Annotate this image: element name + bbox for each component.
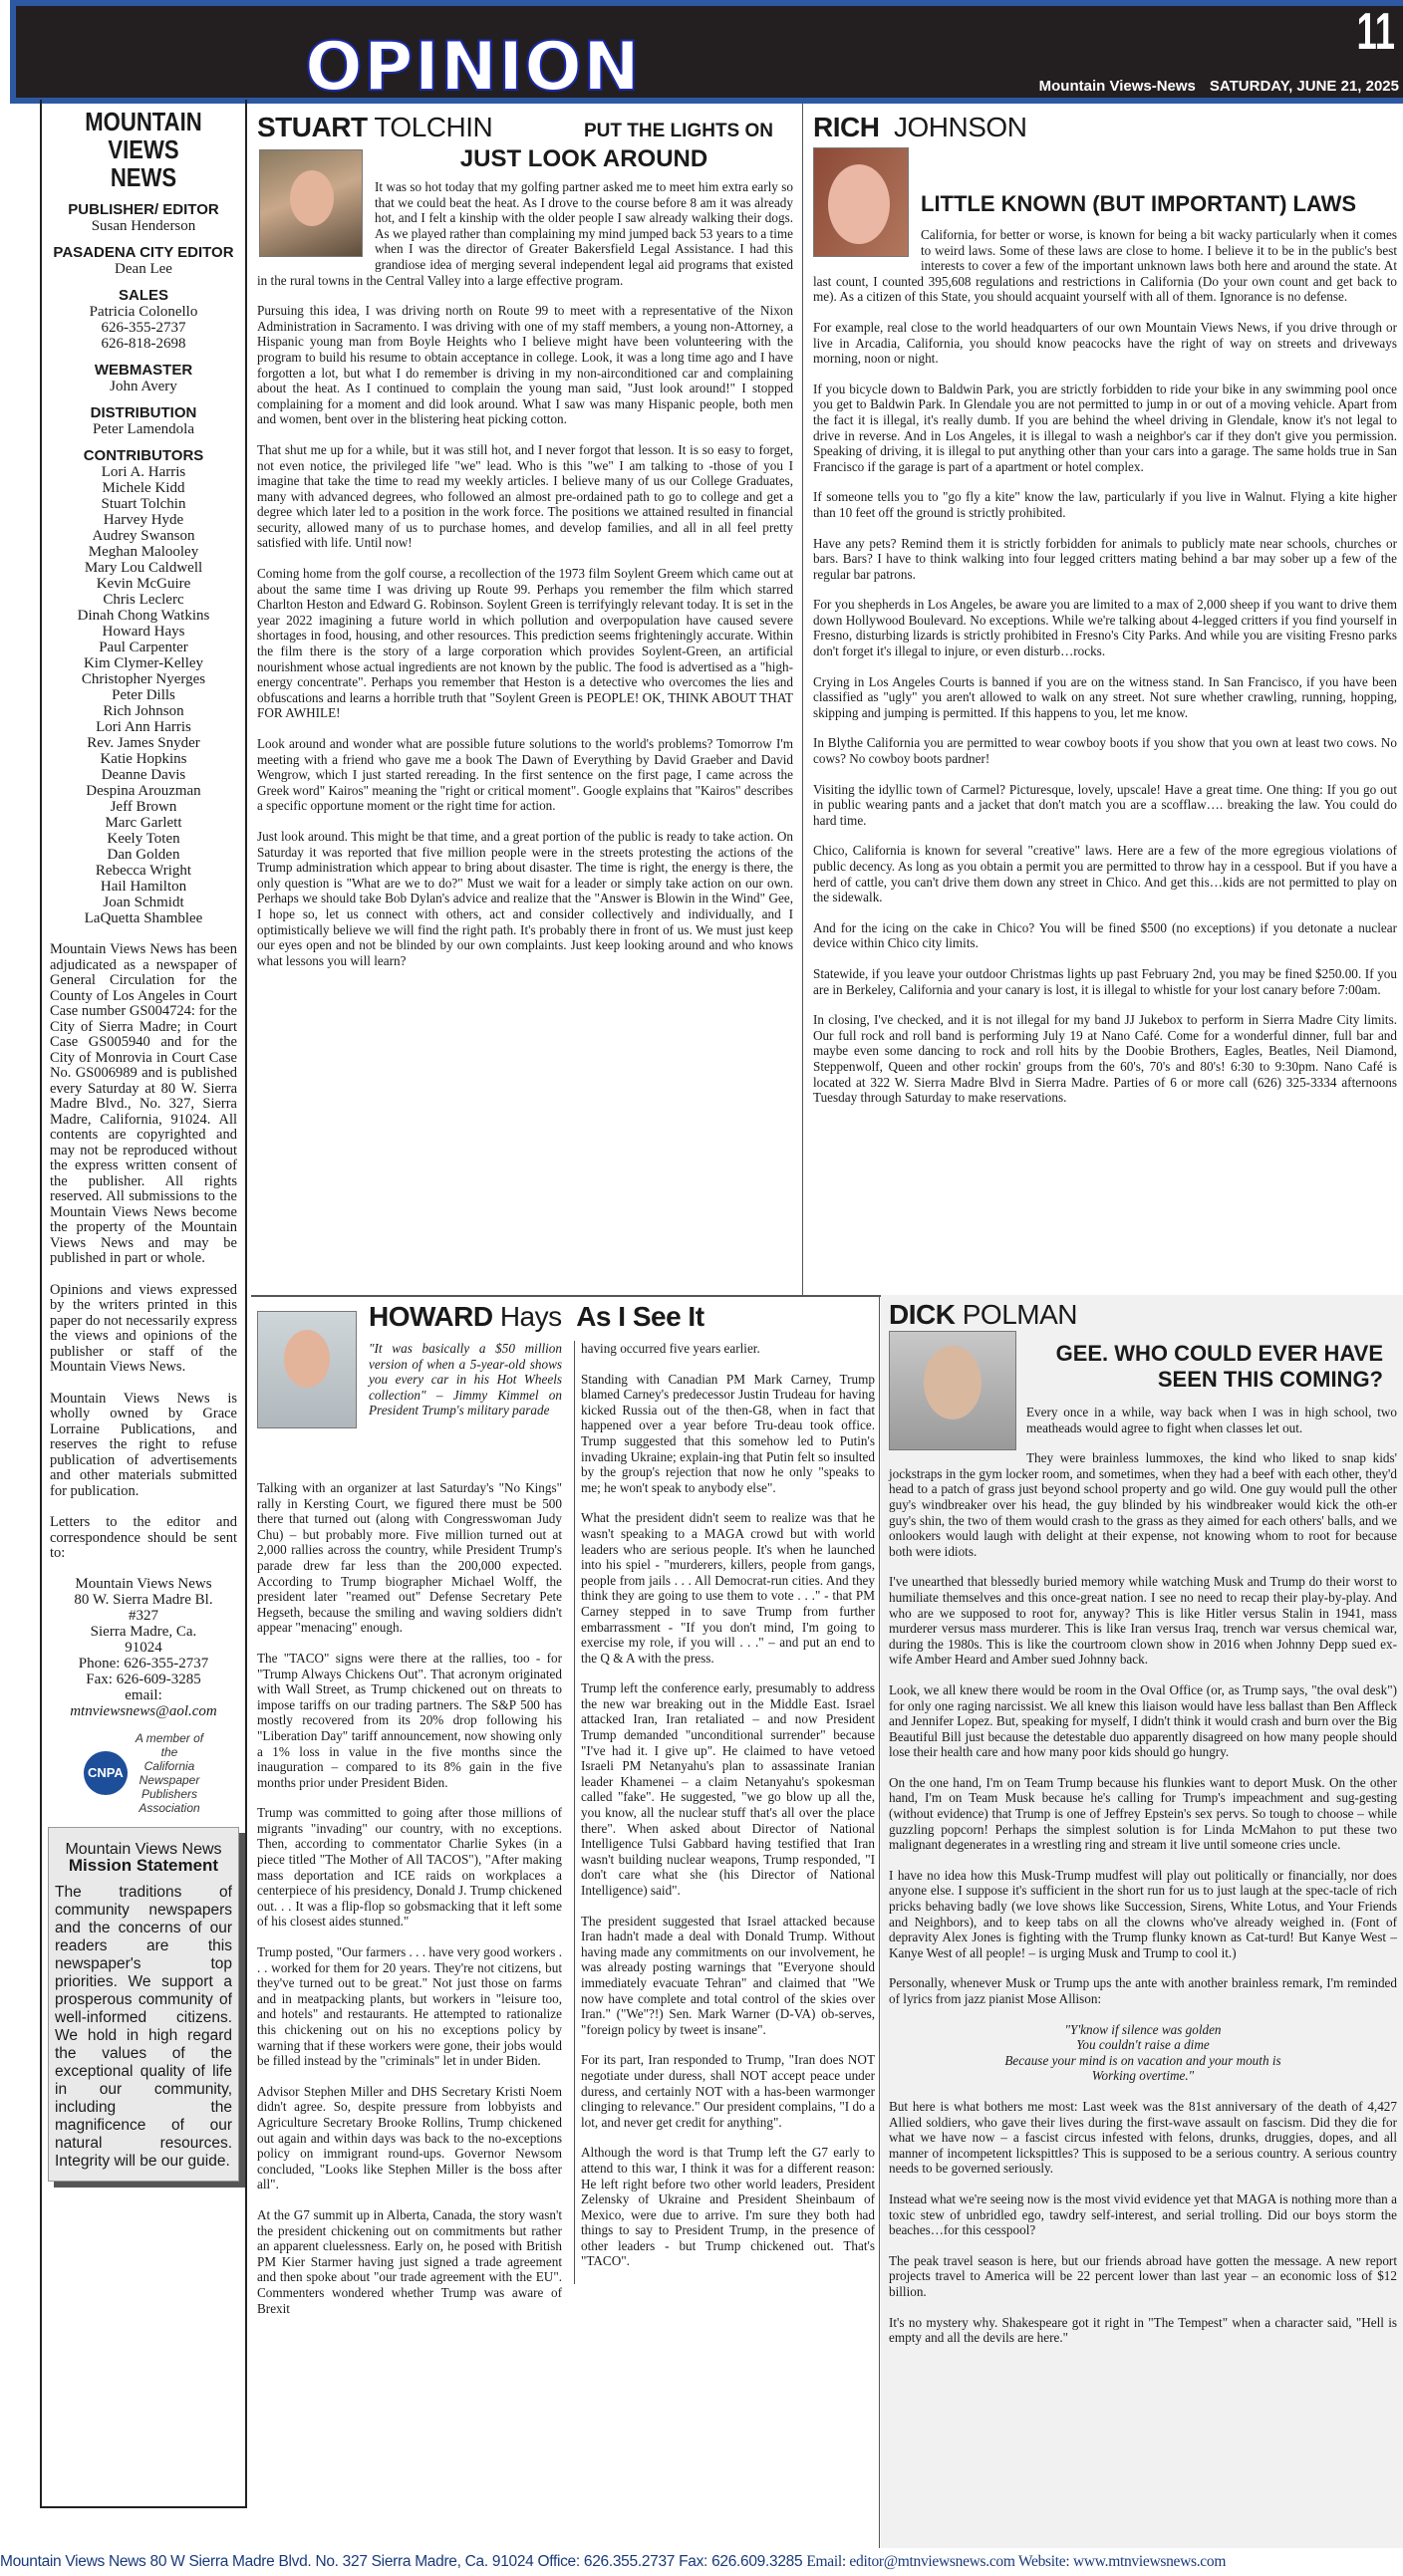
paragraph: Look, we all knew there would be room in the Oval Office (or, as Trump says, "the oval desk") for only one raging narcissist. We all knew this liaison would have less ballast than Ben Affleck and Jennifer Lopez. But, speaking for myself, I didn't think it would crash and burn over the Big Beautiful Bill just because the detestable duo apparently disagreed on how many people should lose their health care and how many poor kids should go hungry. [889,1681,1397,1760]
staff-name: Meghan Malooley [88,544,199,560]
paragraph: California, for better or worse, is known for being a bit wacky particularly when it comes to weird laws. Some of these laws are close to home. I believe it to be in the public's best interests to cover a few of the important unknown laws both here and around the state. At last count, I counted 395,608 regulations and restrictions in California (Do your own count and get back to me). As a citizen of this State, you should acquaint yourself with all of them. Ignorance is no defense. [813,227,1397,305]
legal-paragraph: Mountain Views News is wholly owned by Grace Lorraine Publications, and reserves the right to refuse publication of advertisements and other materials submitted for publication. [50,1390,237,1499]
paragraph: At the G7 summit up in Alberta, Canada, the story wasn't the president chickening out on commitments but rather an apparent cluelessness. Early on, he posed with British PM Kier Starmer having just signed a trade agreement and then spoke about "our trade agreement with the EU". Commenters wondered whether Trump was aware of Brexit [257,2206,562,2316]
staff-name: Susan Henderson [91,218,196,234]
staff-name: John Avery [110,379,177,394]
lyrics-quote [889,2022,1397,2084]
article-tolchin [257,112,793,983]
paragraph: But here is what bothers me most: Last week was the 81st anniversary of the death of 4,427 Allied soldiers, who gave their lives during the first-wave assault on fascism. Did they die for what we have now – a fascist circus infested with felons, drunks, druggies, dopes, and all manner of incompetent lickspittles? This is supposed to be a serious country. A serious country needs to be governed seriously. [889,2098,1397,2177]
author-photo [259,149,363,257]
dateline [1025,78,1399,95]
paragraph: I've unearthed that blessedly buried memory while watching Musk and Trump do their worst to humiliate themselves and this once-great nation. I see no need to recap their play-by-play. And who are we supposed to root for, anyway? This is like Hitler versus Stalin in 1941, mass murderer versus mass murderer. This is like Iran versus Iraq, trench war versus chemical war, during the 1980s. This is like the courtroom clown show in 2016 when Johnny Depp sued ex-wife Amber Heard and Amber sued Johnny back. [889,1574,1397,1668]
paragraph: For you shepherds in Los Angeles, be aware you are limited to a max of 2,000 sheep if you want to drive them down Hollywood Boulevard. No exceptions. While we're talking about 4-legged critters if you find yourself in Fresno, disturbing lizards is strictly prohibited in Fresno's City Parks. And while you are visiting Fresno parks don't forget it's illegal to injure, or even disturb…rocks. [813,597,1397,659]
mission-title: Mountain Views News [65,1840,222,1858]
masthead-line: VIEWS [108,134,179,164]
staff-name: Lori Ann Harris [96,719,191,735]
sidebar-masthead [40,100,247,2508]
staff-name: Deanne Davis [101,767,186,783]
staff-role: PUBLISHER/ EDITOR [68,201,219,218]
paragraph: having occurred five years earlier. [581,1341,760,1356]
staff-name: Hail Hamilton [100,879,187,895]
section-title: OPINION [305,28,641,107]
paragraph: The president suggested that Israel attacked because Iran hadn't made a deal with Donald Trump. Without having made any commitments on our involvement, he was already posting warnings that "Everyone should immediately evacuate Tehran" and claimed that "We now have complete and total control of the skies over Iran." ("We"?!) Sen. Mark Warner (D-VA) ob-serves, "foreign policy by tweet is insane". [581,1913,875,2037]
quote-line: You couldn't raise a dime [1076,2037,1210,2053]
association-line: A member of [135,1730,204,1745]
address-line: Phone: 626-355-2737 [78,1655,209,1672]
paragraph: The "TACO" signs were there at the rallies, too - for "Trump Always Chickens Out". That acronym originated with Wall Street, as Trump chickened out on threats to impose tariffs on our trading partners. The S&P 500 has mostly recovered from its 20% drop following his "Liberation Day" tariff announcement, now showing only a 1% loss in value in the five months since the inauguration – compared to its 8% gain in the five months prior under President Biden. [257,1650,562,1790]
headline: GEE. WHO COULD EVER HAVE SEEN THIS COMING? [1055,1341,1383,1392]
paragraph: On the one hand, I'm on Team Trump because his flunkies want to deport Musk. On the other hand, I'm on Team Musk because he's calling for Trump's impeachment and sug-gesting (without evidence) that Trump is one of Jeffrey Epstein's sex pervs. So tough to choose – while guzzling popcorn! Perhaps the simplest solution is for Linda McMahon to put these two malignant degenerates in a wrestling ring and stream it live until someone cries uncle. [889,1774,1397,1853]
article-hays [257,1301,875,2546]
staff-name: Mary Lou Caldwell [84,560,203,576]
legal-notice [42,942,245,1562]
staff-name: Christopher Nyerges [81,671,206,687]
staff-name: Dinah Chong Watkins [77,608,210,624]
association-line: California [143,1758,195,1773]
staff-name: Rich Johnson [103,703,184,719]
paragraph: And for the icing on the cake in Chico? You will be fined $500 (no exceptions) if you detonate a nuclear device within Chico city limits. [813,919,1397,951]
association-badge [42,1731,245,1815]
staff-name: Howard Hays [102,624,185,640]
quote-line: Because your mind is on vacation and your mouth is [1004,2052,1281,2068]
staff-name: Stuart Tolchin [101,496,186,512]
address-line: mtnviewsnews@aol.com [70,1702,217,1719]
association-line: Association [139,1800,200,1815]
address-line: Fax: 626-609-3285 [86,1671,201,1687]
masthead-line: NEWS [110,162,177,192]
mission-statement [48,1827,239,2182]
address-line: 91024 [125,1639,162,1656]
paragraph: What the president didn't seem to realize was that he wasn't speaking to a MAGA crowd but with world leaders who are serious people. It's when he launched into his spiel - "murderers, killers, people from gangs, people from jails . . . All Democrat-run cities. And they think they are going to use them to vote . . ." - that PM Carney stepped in to save Trump from further embarrassment - "If you don't mind, I'm going to exercise my role, if you will . . ." – and put an end to the Q & A with the press. [581,1510,875,1666]
quote-line: Working overtime." [1091,2068,1195,2084]
author-photo [257,1311,357,1428]
address-line: Mountain Views News [75,1575,212,1592]
staff-name: Keely Toten [107,831,180,847]
paragraph: They were brainless lummoxes, the kind who liked to snap kids' jockstraps in the gym locker room, and sometimes, when they had a beef with each other, they'd head to a patch of grass just beyond school property and go wild. One guy would pull the other guy's windbreaker over his head, the guy blinded by his windbreaker would kick the oth-er guy's shin, the two of them would crash to the grass as they aimed for each others' balls, and we onlookers would laugh with delight at their expense, not knowing whom to root for because both were idiots. [889,1450,1397,1559]
byline: DICK POLMAN [889,1299,1077,1330]
paragraph: It was so hot today that my golfing partner asked me to meet him extra early so that we could beat the heat. As I drove to the course before 8 am it was already hot, and I felt a kinship with the older people I saw already walking their dogs. As we played rather than complaining my mind jumped back 53 years to a time when I was the director of Greater Bakersfield Legal Assistance. I had this grandiose idea of merging several independent legal aid programs that existed in the rural towns in the Central Valley into a large effective program. [257,179,793,288]
masthead [57,108,229,191]
staff-list [42,201,245,926]
byline: HOWARD Hays As I See It [369,1301,704,1332]
staff-name: Dan Golden [107,847,180,863]
footer-address: Mountain Views News 80 W Sierra Madre Blvd. No. 327 Sierra Madre, Ca. 91024 Office: 626.355.2737 Fax: 626.609.3285 [0,2553,803,2570]
staff-name: Katie Hopkins [100,751,187,767]
staff-role: DISTRIBUTION [90,404,197,421]
staff-name: Kevin McGuire [96,576,191,592]
staff-name: 626-355-2737 [101,320,186,336]
paragraph: Trump was committed to going after those millions of migrants "invading" our country, with no exceptions. Then, according to commentator Charlie Sykes (in a piece titled "The Mother of All TACOS"), "After making mass deportation and ICE raids on workplaces a centerpiece of his presidency, Donald J. Trump chickened out. . . It was a flip-flop so gobsmacking that it left some of his closest aides stunned." [257,1805,562,1930]
staff-name: Joan Schmidt [103,895,184,910]
address-line: Sierra Madre, Ca. [90,1623,197,1640]
paragraph: In closing, I've checked, and it is not illegal for my band JJ Jukebox to perform in Sierra Madre City limits. Our full rock and roll band is performing July 19 at Nano Café. Come for a wonderful dinner, full bar and maybe even some dancing to rock and roll hits by the Doobie Brothers, Eagles, Beatles, Neil Diamond, Steppenwolf, Queen and other rockin' groups from the 60's, 70's and 80's! 6:30 to 9:30pm. Nano Café is located at 322 W. Sierra Madre Blvd in Sierra Madre. Parties of 6 or more call (626) 325-3334 afternoons Tuesday through Saturday to make reservations. [813,1012,1397,1106]
article-column [257,1480,562,2331]
staff-name: Audrey Swanson [92,528,195,544]
contact-address [42,1576,245,1719]
staff-name: Paul Carpenter [99,640,188,655]
page-header [10,0,1403,107]
association-text [136,1731,203,1815]
staff-name: Chris Leclerc [103,592,184,608]
legal-paragraph: Opinions and views expressed by the writers printed in this paper do not necessarily express the views and opinions of the publisher or staff of the Mountain Views News. [50,1281,237,1375]
association-line: Publishers [140,1786,198,1801]
address-line: #327 [129,1607,158,1624]
footer [0,2553,1403,2571]
paragraph: If you bicycle down to Baldwin Park, you are strictly forbidden to ride your bike in any swimming pool once you get to Baldwin Park. In Glendale you are not permitted to jump in or out of a moving vehicle. Apart from the fact it is illegal, it's really dumb. If you are behind the wheel driving in Glendale, know it's not legal to drive in reverse. And in Los Angeles, it is illegal to wash a neighbor's car if they don't give you permission. Speaking of driving, it is illegal to put anything other than your cars into a garage. The same holds true in San Francisco if the garage is part of a apartment or hotel complex. [813,381,1397,474]
masthead-line: MOUNTAIN [85,107,202,136]
headline: LITTLE KNOWN (BUT IMPORTANT) LAWS [921,191,1357,216]
article-polman [889,1299,1397,2361]
staff-name: Rebecca Wright [95,863,192,879]
paragraph: Crying in Los Angeles Courts is banned if you are on the witness stand. In San Francisco, if you have been classified as "ugly" you aren't allowed to walk on any street. Not sure whether crawling, running, hopping, skipping and jumping is permitted. If this happens to you, let me know. [813,673,1397,720]
address-line: 80 W. Sierra Madre Bl. [74,1591,213,1608]
paragraph: Just look around. This might be that time, and a great portion of the public is ready to take action. On Saturday it was reported that five million people were in the streets protesting the actions of the Trump administration which appear to bring about disaster. The time is right, the energy is there, the only question is "What are we to do?" Must we wait for a leader or simply take action on our own. Perhaps we should take Bob Dylan's advice and realize that the "Answer is Blowin in the Wind" Gee, I hope so, let us connect with others, act and consider collectively and individually, and I optimistically believe we will find the right path. It's probably there in front of us. We must just keep our eyes open and not be blinded by our own complaints. Just keep looking around and who knows what lessons you will learn? [257,828,793,968]
staff-name: Jeff Brown [110,799,177,815]
staff-name: Dean Lee [115,261,172,277]
footer-contact: Email: editor@mtnviewsnews.com Website: www.mtnviewsnews.com [806,2553,1227,2570]
issue-date: SATURDAY, JUNE 21, 2025 [1209,78,1399,95]
article-johnson [813,112,1397,1121]
staff-name: 626-818-2698 [101,336,186,352]
paragraph: Personally, whenever Musk or Trump ups the ante with another brainless remark, I'm reminded of lyrics from jazz pianist Mose Allison: [889,1975,1397,2006]
staff-role: SALES [118,287,168,304]
author-photo [889,1331,1016,1450]
staff-name: Rev. James Snyder [87,735,200,751]
paragraph: Standing with Canadian PM Mark Carney, Trump blamed Carney's predecessor Justin Trudeau for having kicked Russia out of the then-G8, when in fact that happened over a year before Tru-deau took office. Trump suggested that this somehow led to Putin's invading Ukraine; explain-ing that Putin felt so insulted by the group's rejection that now he only "speaks to me; he won't speak to anybody else". [581,1371,875,1495]
paragraph: The peak travel season is here, but our friends abroad have gotten the message. A new report projects travel to America will be 22 percent lower than last year – an economic loss of $12 billion. [889,2252,1397,2299]
paragraph: That shut me up for a while, but it was still hot, and I never forgot that lesson. It is so easy to forget, not even notice, the privileged life "we" lead. Who is this "we" I am talking to -those of you I imagine that take the time to read my weekly articles. I believe many of us our College Graduates, many with advanced degrees, who followed an almost pre-ordained path to go to college and get a degree which later led to a position in the work force. The positions we attained resulted in financial security, allowed many of us to purchase homes, and develop families, and all in all feel pretty satisfied with life. Until now! [257,441,793,551]
paragraph: Pursuing this idea, I was driving north on Route 99 to meet with a representative of the Nixon Administration in Sacramento. I was driving with one of my staff members, a young non-Attorney, a Hispanic young man from Boyle Heights who I believe might have been volunteering with the program to build his resume to obtain acceptance in college. Look, it was a long time ago and I have forgotten a lot, but what I do remember is driving in my non-airconditioned car and complaining about the heat. As I continued to complain the young man said, "Just look around!" I stopped complaining for a moment and did look around. What I saw was many Hispanic people, both men and women, bent over in the blistering heat picking cotton. [257,303,793,427]
paragraph: It's no mystery why. Shakespeare got it right in "The Tempest" when a character said, "Hell is empty and all the devils are here." [889,2314,1397,2346]
cnpa-logo: CNPA [84,1751,128,1795]
staff-name: Peter Dills [112,687,175,703]
legal-paragraph: Letters to the editor and correspondence should be sent to: [50,1514,237,1561]
staff-name: Peter Lamendola [92,421,195,437]
mission-text: The traditions of community newspapers and the concerns of our readers are this newspaper's top priorities. We support a prosperous community of well-informed citizens. We hold in high regard the values of the exceptional quality of life in our community, including the magnificence of our natural resources. Integrity will be our guide. [55,1883,232,2170]
paragraph: Visiting the idyllic town of Carmel? Picturesque, lovely, upscale! Have a great time. One thing: If you go out in public wearing pants and a jacket that don't match you are a scofflaw…. breaking the law. You could do hard time. [813,781,1397,828]
paragraph: Coming home from the golf course, a recollection of the 1973 film Soylent Greem which came out at about the same time I was driving up Route 99. Perhaps you remember the film which starred Charlton Heston and Edward G. Robinson. Soylent Green is terrifyingly relevant today. It is set in the year 2022 imagining a future world in which pollution and overpopulation have caused severe shortages in food, housing, and other resources. This prediction seems frighteningly accurate. Within the film there is the story of a large corporation which provides Soylent-Green, an artificial nourishment whose actual ingredients are not known by the public. The food is advertised as a "high-energy concentrate". Perhaps you remember that Heston is a detective who overcomes the lies and obfuscations and learns a horrible truth that "Soylent Green is PEOPLE! OK, THINK ABOUT THAT FOR AWHILE! [257,566,793,721]
article-body [813,227,1397,1106]
paragraph: Talking with an organizer at last Saturday's "No Kings" rally in Kersting Court, we figured there must be 500 there that turned out (along with Congresswoman Judy Chu) – but probably more. Five million turned out at 2,000 rallies across the country, while President Trump's parade drew far less than the 200,000 expected. According to Trump biographer Michael Wolff, the president later "reamed out" Defense Secretary Pete Hegseth, because the smiling and waving soldiers didn't appear "menacing" enough. [257,1480,562,1636]
paragraph: I have no idea how this Musk-Trump mudfest will play out politically or financially, nor does anyone else. I suppose it's sufficient in the short run for us to just laugh at the spec-tacle of rich pricks behaving badly (we love shows like Succession, Sirens, White Lotus, and Your Friends and Neighbors), and to keep tabs on all the clowns who've already weighed in. (Font of depravity Alex Jones is fighting with the Trump flunky known as Cat-turd! But Kanye West – Kanye West of all people! – is urging Musk and Trump to cool it.) [889,1867,1397,1960]
author-photo [813,147,909,257]
paragraph: Although the word is that Trump left the G7 early to attend to this war, I think it was for a different reason: He left right before two other world leaders, President Zelensky of Ukraine and President Sheinbaum of Mexico, were due to arrive. I'm sure they both had things to say to President Trump, in the presence of other leaders - but Trump chickened out. That's "TACO". [581,2145,875,2269]
paragraph: Have any pets? Remind them it is strictly forbidden for animals to publicly mate near schools, churches or bars. Bars? I have to think walking into four legged critters mating behind a bar may sober up a few of the regular bar patrons. [813,535,1397,582]
association-line: the [160,1744,178,1759]
pull-quote: "It was basically a $50 million version of when a 5-year-old shows you every car in his Hot Wheels collection" – Jimmy Kimmel on President Trump's military parade [369,1341,562,1418]
staff-name: Kim Clymer-Kelley [83,655,204,671]
staff-name: Marc Garlett [105,815,182,831]
staff-name: Despina Arouzman [86,783,201,799]
headline: JUST LOOK AROUND [459,145,708,172]
kicker: PUT THE LIGHTS ON [584,121,773,141]
paragraph: Advisor Stephen Miller and DHS Secretary Kristi Noem didn't agree. So, despite pressure from lobbyists and Agriculture Secretary Brooke Rollins, Trump chickened out again and within days was back to the no-exceptions policy on immigrant round-ups. Governor Newsom concluded, "Looks like Stephen Miller is the boss after all". [257,2083,562,2192]
quote-line: "Y'know if silence was golden [1064,2021,1222,2037]
paragraph: In Blythe California you are permitted to wear cowboy boots if you show that you own at least two cows. No cows? No cowboy boots pardner! [813,735,1397,767]
article-body [889,1405,1397,2346]
paragraph: Chico, California is known for several "creative" laws. Here are a few of the more egregious violations of public decency. As long as you obtain a permit you are permitted to throw hay in a cesspool. But if you have a herd of cattle, you can't drive them down any street in Chico. And get this…kids are not permitted to play on the sidewalk. [813,843,1397,905]
staff-name: Patricia Colonello [89,304,198,320]
byline: RICH JOHNSON [813,112,1027,142]
paragraph: Statewide, if you leave your outdoor Christmas lights up past February 2nd, you may be fined $250.00. If you are in Berkeley, California and your canary is lost, it is illegal to whistle for your lost canary before 7:00am. [813,965,1397,997]
staff-role: CONTRIBUTORS [83,447,204,464]
article-body [257,179,793,968]
paragraph: For example, real close to the world headquarters of our own Mountain Views News, if you drive through or live in Arcadia, California, you should know peacocks have the right of way on streets and driveways morning, noon or night. [813,319,1397,367]
article-column [574,1341,875,2284]
staff-name: LaQuetta Shamblee [84,910,203,926]
legal-paragraph: Mountain Views News has been adjudicated as a newspaper of General Circulation for the County of Los Angeles in Court Case number GS004724: for the City of Sierra Madre; in Court Case GS005940 and for the City of Monrovia in Court Case No. GS006989 and is published every Saturday at 80 W. Sierra Madre Blvd., No. 327, Sierra Madre, California, 91024. All contents are copyrighted and may not be reproduced without the express written consent of the publisher. All rights reserved. All submissions to the Mountain Views News become the property of the Mountain Views News and may be published in part or whole. [50,941,237,1266]
address-line: email: [125,1686,162,1703]
paragraph: Trump posted, "Our farmers . . . have very good workers . . . worked for them for 20 years. They're not citizens, but they've turned out to be great." Not just those on farms and in meatpacking plants, but workers in "leisure too, and hotels" and restaurants. He attempted to rationalize this chickening out on his no exceptions policy by warning that if these workers were gone, their jobs would be filled instead by the "criminals" let in under Biden. [257,1944,562,2069]
paper-name: Mountain Views-News [1038,78,1196,95]
paragraph: If someone tells you to "go fly a kite" know the law, particularly if you live in Walnut. Flying a kite higher than 10 feet off the ground is strictly prohibited. [813,489,1397,520]
byline: STUART TOLCHIN [257,112,493,142]
staff-name: Harvey Hyde [103,512,184,528]
paragraph: Every once in a while, way back when I was in high school, two meatheads would agree to fight when classes let out. [1026,1405,1397,1435]
staff-name: Michele Kidd [102,480,185,496]
paragraph: For its part, Iran responded to Trump, "Iran does NOT negotiate under duress, shall NOT accept peace under duress, and certainly NOT with a has-been warmonger clinging to relevance." Our president complains, "I do a lot, and never get credit for anything". [581,2052,875,2130]
page-number: 11 [1356,3,1395,61]
staff-name: Lori A. Harris [101,464,186,480]
mission-subtitle: Mission Statement [68,1855,219,1875]
paragraph: Instead what we're seeing now is the most vivid evidence yet that MAGA is nothing more than a toxic stew of unbridled ego, tawdry self-interest, and serial trolling. Did our boys storm the beaches…for this cesspool? [889,2190,1397,2238]
paragraph: Look around and wonder what are possible future solutions to the world's problems? Tomorrow I'm meeting with a friend who gave me a book The Dawn of Everything by David Graeber and David Wengrow, which I just started rereading. In the first sentence on the first page, I came across the Greek word" Kairos" meaning the "right or critical moment". Google explains that "Kairos" describes a specific opportune moment or the right time for action. [257,736,793,814]
association-line: Newspaper [139,1772,200,1787]
paragraph: Trump left the conference early, presumably to address the new war breaking out in the Middle East. Israel attacked Iran, Iran retaliated – and now President Trump demanded "unconditional surrender" because "I've had it. I give up". He claimed to have vetoed Israeli PM Netanyahu's plan to assassinate Iranian leader Khamenei – a claim Netanyahu's spokesman called "fake". He suggested, "we go blow up all the, you know, all the nuclear stuff that's all over the place there". When asked about Director of National Intelligence Tulsi Gabbard having testified that Iran wasn't building nuclear weapons, Trump responded, "I don't care what she (his Director of National Intelligence) said". [581,1680,875,1898]
staff-role: WEBMASTER [94,362,193,379]
staff-role: PASADENA CITY EDITOR [53,244,234,261]
